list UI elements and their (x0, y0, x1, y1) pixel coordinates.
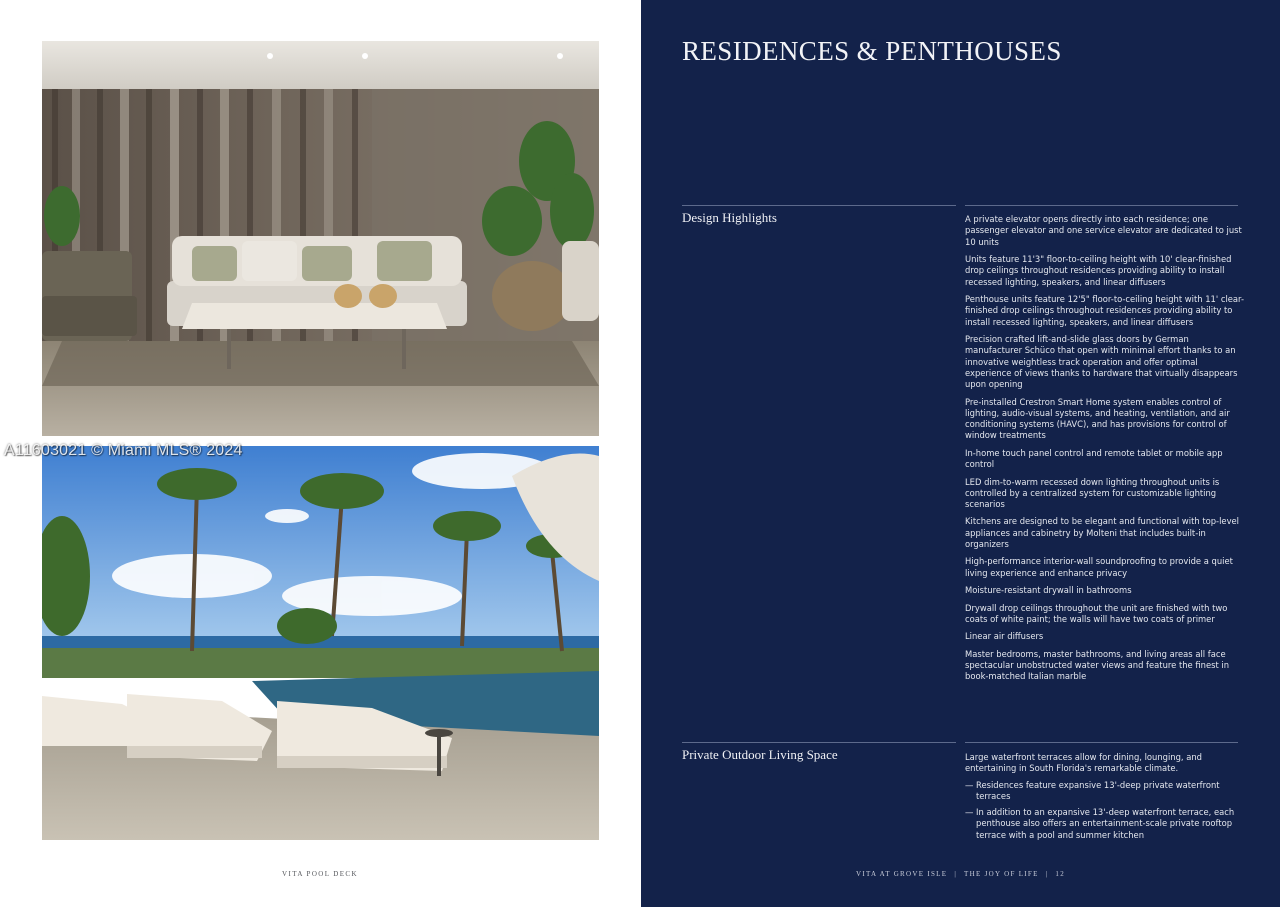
list-item-text: In addition to an expansive 13'-deep waterfront terrace, each penthouse also offers an entertainment-scale private rooftop terrace with a pool and summer kitchen (976, 807, 1235, 840)
list-item: Units feature 11'3" floor-to-ceiling height with 10' clear-finished drop ceilings throughout residences providing ability to install recessed lighting, speakers, and linear diffusers (965, 253, 1232, 287)
mls-watermark: A11603021 © Miami MLS® 2024 (4, 442, 243, 459)
list-item: Master bedrooms, master bathrooms, and living areas all face spectacular unobstructed water views and feature the finest in book-matched Italian marble (965, 648, 1230, 682)
section-divider (682, 205, 956, 206)
outdoor-living-content (965, 752, 1245, 846)
dash-bullet: — (965, 779, 974, 790)
footer-tagline: THE JOY OF LIFE (964, 870, 1039, 878)
list-item: Kitchens are designed to be elegant and functional with top-level appliances and cabinetry by Molteni that includes built-in organizers (965, 516, 1239, 550)
page-title: RESIDENCES & PENTHOUSES (682, 36, 1062, 66)
section-divider (965, 742, 1238, 743)
pool-deck-photo (42, 446, 599, 840)
list-item: A private elevator opens directly into each residence; one passenger elevator and one service elevator are dedicated to just 10 units (965, 214, 1242, 247)
section-divider (965, 205, 1238, 206)
list-item: High-performance interior-wall soundproofing to provide a quiet living experience and enhance privacy (965, 556, 1233, 578)
pool-deck-illustration (42, 446, 599, 840)
page-number: 12 (1055, 870, 1066, 878)
right-page (641, 0, 1280, 907)
list-item: Drywall drop ceilings throughout the unit are finished with two coats of white paint; the walls will have two coats of primer (965, 602, 1228, 624)
dash-bullet: — (965, 807, 974, 818)
list-item-text: Residences feature expansive 13'-deep private waterfront terraces (976, 779, 1220, 801)
living-room-photo (42, 41, 599, 436)
outdoor-intro: Large waterfront terraces allow for dining, lounging, and entertaining in South Florida's remarkable climate. (965, 752, 1203, 774)
list-item (965, 780, 1245, 803)
list-item: Precision crafted lift-and-slide glass doors by German manufacturer Schüco that open with minimal effort thanks to an innovative weightless track operation and offer optimal experience of views thanks to hardware that virtually disappears upon opening (965, 333, 1238, 390)
footer-name: VITA AT GROVE ISLE (855, 870, 948, 878)
list-item: Penthouse units feature 12'5" floor-to-ceiling height with 11' clear-finished drop ceilings throughout residences providing ability to install recessed lighting, speakers, and linear diffusers (965, 293, 1244, 327)
outdoor-living-heading: Private Outdoor Living Space (682, 747, 838, 762)
list-item: LED dim-to-warm recessed down lighting throughout units is controlled by a centralized system for customizable lighting scenarios (965, 476, 1220, 510)
living-room-illustration (42, 41, 599, 436)
right-page-footer (641, 870, 1280, 878)
list-item: Pre-installed Crestron Smart Home system enables control of lighting, audio-visual systems, and heating, ventilation, and air conditioning systems (HAVC), and has provisions for control of window treatments (965, 396, 1230, 441)
footer-separator: | (954, 870, 958, 878)
outdoor-list (965, 780, 1245, 841)
section-divider (682, 742, 956, 743)
list-item (965, 807, 1245, 841)
list-item: Moisture-resistant drywall in bathrooms (965, 585, 1132, 596)
left-page-caption: VITA POOL DECK (282, 870, 358, 878)
list-item: In-home touch panel control and remote tablet or mobile app control (965, 447, 1223, 470)
design-highlights-heading: Design Highlights (682, 210, 777, 225)
list-item: Linear air diffusers (965, 631, 1044, 642)
footer-separator: | (1045, 870, 1049, 878)
design-highlights-list (965, 214, 1245, 689)
